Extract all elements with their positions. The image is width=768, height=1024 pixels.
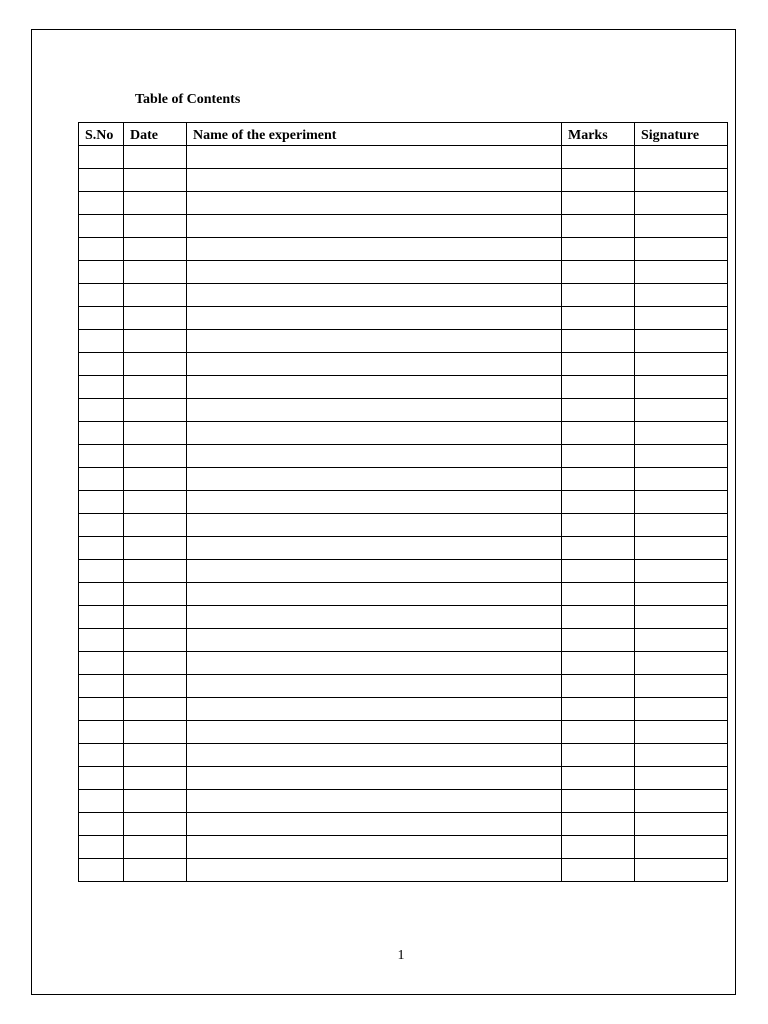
- header-sno: S.No: [79, 123, 124, 146]
- cell-marks: [562, 445, 635, 468]
- cell-marks: [562, 353, 635, 376]
- cell-date: [124, 606, 187, 629]
- cell-experiment-name: [187, 583, 562, 606]
- cell-sno: [79, 537, 124, 560]
- cell-experiment-name: [187, 284, 562, 307]
- cell-date: [124, 560, 187, 583]
- cell-experiment-name: [187, 376, 562, 399]
- table-row: [79, 560, 728, 583]
- cell-experiment-name: [187, 813, 562, 836]
- cell-date: [124, 675, 187, 698]
- cell-experiment-name: [187, 629, 562, 652]
- cell-signature: [635, 491, 728, 514]
- cell-sno: [79, 491, 124, 514]
- cell-date: [124, 537, 187, 560]
- table-row: [79, 836, 728, 859]
- cell-signature: [635, 468, 728, 491]
- cell-marks: [562, 146, 635, 169]
- table-row: [79, 652, 728, 675]
- table-row: [79, 721, 728, 744]
- table-row: [79, 468, 728, 491]
- cell-date: [124, 859, 187, 882]
- table-row: [79, 698, 728, 721]
- cell-date: [124, 238, 187, 261]
- cell-marks: [562, 606, 635, 629]
- cell-sno: [79, 399, 124, 422]
- cell-marks: [562, 238, 635, 261]
- cell-experiment-name: [187, 146, 562, 169]
- cell-date: [124, 698, 187, 721]
- cell-signature: [635, 238, 728, 261]
- table-header-row: [79, 123, 728, 146]
- table-row: [79, 813, 728, 836]
- cell-date: [124, 468, 187, 491]
- cell-signature: [635, 192, 728, 215]
- cell-signature: [635, 514, 728, 537]
- cell-date: [124, 790, 187, 813]
- cell-date: [124, 813, 187, 836]
- cell-experiment-name: [187, 721, 562, 744]
- cell-marks: [562, 537, 635, 560]
- cell-signature: [635, 859, 728, 882]
- cell-marks: [562, 560, 635, 583]
- cell-experiment-name: [187, 307, 562, 330]
- cell-date: [124, 767, 187, 790]
- cell-signature: [635, 422, 728, 445]
- cell-date: [124, 445, 187, 468]
- cell-signature: [635, 284, 728, 307]
- cell-experiment-name: [187, 399, 562, 422]
- table-row: [79, 238, 728, 261]
- header-signature: Signature: [635, 123, 728, 146]
- table-row: [79, 583, 728, 606]
- cell-sno: [79, 468, 124, 491]
- cell-marks: [562, 307, 635, 330]
- cell-marks: [562, 169, 635, 192]
- cell-marks: [562, 744, 635, 767]
- cell-experiment-name: [187, 560, 562, 583]
- cell-date: [124, 744, 187, 767]
- table-row: [79, 192, 728, 215]
- cell-signature: [635, 744, 728, 767]
- table-row: [79, 514, 728, 537]
- cell-signature: [635, 215, 728, 238]
- cell-marks: [562, 422, 635, 445]
- cell-experiment-name: [187, 468, 562, 491]
- table-row: [79, 215, 728, 238]
- cell-marks: [562, 284, 635, 307]
- table-row: [79, 169, 728, 192]
- table-row: [79, 445, 728, 468]
- table-row: [79, 767, 728, 790]
- cell-date: [124, 514, 187, 537]
- cell-experiment-name: [187, 514, 562, 537]
- cell-experiment-name: [187, 836, 562, 859]
- cell-marks: [562, 721, 635, 744]
- cell-experiment-name: [187, 445, 562, 468]
- cell-signature: [635, 307, 728, 330]
- table-row: [79, 146, 728, 169]
- cell-sno: [79, 560, 124, 583]
- cell-marks: [562, 629, 635, 652]
- cell-signature: [635, 560, 728, 583]
- cell-sno: [79, 652, 124, 675]
- table-row: [79, 790, 728, 813]
- cell-signature: [635, 261, 728, 284]
- cell-sno: [79, 192, 124, 215]
- cell-experiment-name: [187, 698, 562, 721]
- cell-sno: [79, 169, 124, 192]
- cell-sno: [79, 376, 124, 399]
- cell-sno: [79, 353, 124, 376]
- cell-date: [124, 215, 187, 238]
- table-row: [79, 675, 728, 698]
- cell-experiment-name: [187, 215, 562, 238]
- cell-sno: [79, 422, 124, 445]
- table-body: [79, 146, 728, 882]
- table-row: [79, 744, 728, 767]
- table-row: [79, 606, 728, 629]
- cell-experiment-name: [187, 261, 562, 284]
- cell-date: [124, 261, 187, 284]
- cell-experiment-name: [187, 744, 562, 767]
- cell-marks: [562, 767, 635, 790]
- cell-date: [124, 721, 187, 744]
- cell-experiment-name: [187, 859, 562, 882]
- cell-sno: [79, 307, 124, 330]
- cell-date: [124, 422, 187, 445]
- header-experiment-name: Name of the experiment: [187, 123, 562, 146]
- header-date: Date: [124, 123, 187, 146]
- cell-experiment-name: [187, 238, 562, 261]
- cell-date: [124, 376, 187, 399]
- cell-experiment-name: [187, 675, 562, 698]
- cell-date: [124, 353, 187, 376]
- table-row: [79, 284, 728, 307]
- table-row: [79, 629, 728, 652]
- cell-sno: [79, 629, 124, 652]
- cell-sno: [79, 675, 124, 698]
- cell-experiment-name: [187, 169, 562, 192]
- cell-marks: [562, 698, 635, 721]
- cell-date: [124, 836, 187, 859]
- cell-experiment-name: [187, 491, 562, 514]
- cell-sno: [79, 583, 124, 606]
- cell-experiment-name: [187, 652, 562, 675]
- cell-date: [124, 284, 187, 307]
- table-row: [79, 353, 728, 376]
- cell-signature: [635, 721, 728, 744]
- cell-sno: [79, 514, 124, 537]
- cell-signature: [635, 652, 728, 675]
- cell-marks: [562, 675, 635, 698]
- cell-signature: [635, 169, 728, 192]
- cell-signature: [635, 330, 728, 353]
- cell-marks: [562, 652, 635, 675]
- cell-sno: [79, 606, 124, 629]
- cell-sno: [79, 790, 124, 813]
- header-marks: Marks: [562, 123, 635, 146]
- cell-signature: [635, 146, 728, 169]
- cell-marks: [562, 192, 635, 215]
- cell-sno: [79, 261, 124, 284]
- cell-date: [124, 399, 187, 422]
- cell-experiment-name: [187, 790, 562, 813]
- table-row: [79, 399, 728, 422]
- cell-experiment-name: [187, 353, 562, 376]
- cell-signature: [635, 353, 728, 376]
- cell-signature: [635, 445, 728, 468]
- cell-marks: [562, 790, 635, 813]
- cell-signature: [635, 790, 728, 813]
- cell-marks: [562, 514, 635, 537]
- cell-sno: [79, 813, 124, 836]
- cell-marks: [562, 491, 635, 514]
- cell-signature: [635, 606, 728, 629]
- cell-signature: [635, 675, 728, 698]
- page-title: Table of Contents: [135, 92, 241, 107]
- cell-sno: [79, 284, 124, 307]
- cell-sno: [79, 330, 124, 353]
- cell-sno: [79, 767, 124, 790]
- cell-experiment-name: [187, 537, 562, 560]
- cell-signature: [635, 583, 728, 606]
- cell-sno: [79, 744, 124, 767]
- cell-marks: [562, 261, 635, 284]
- table-row: [79, 491, 728, 514]
- cell-marks: [562, 215, 635, 238]
- cell-sno: [79, 836, 124, 859]
- table-row: [79, 859, 728, 882]
- cell-date: [124, 330, 187, 353]
- cell-sno: [79, 698, 124, 721]
- cell-signature: [635, 836, 728, 859]
- cell-sno: [79, 215, 124, 238]
- cell-sno: [79, 445, 124, 468]
- cell-date: [124, 583, 187, 606]
- cell-date: [124, 629, 187, 652]
- cell-date: [124, 192, 187, 215]
- cell-date: [124, 146, 187, 169]
- cell-experiment-name: [187, 767, 562, 790]
- table-row: [79, 330, 728, 353]
- table-row: [79, 422, 728, 445]
- cell-date: [124, 652, 187, 675]
- cell-sno: [79, 238, 124, 261]
- cell-signature: [635, 537, 728, 560]
- cell-date: [124, 307, 187, 330]
- cell-marks: [562, 330, 635, 353]
- cell-experiment-name: [187, 422, 562, 445]
- cell-sno: [79, 721, 124, 744]
- cell-marks: [562, 859, 635, 882]
- toc-table: [78, 122, 728, 882]
- cell-experiment-name: [187, 606, 562, 629]
- cell-signature: [635, 698, 728, 721]
- cell-signature: [635, 813, 728, 836]
- table-row: [79, 376, 728, 399]
- cell-date: [124, 491, 187, 514]
- cell-sno: [79, 146, 124, 169]
- table-row: [79, 537, 728, 560]
- cell-experiment-name: [187, 330, 562, 353]
- cell-experiment-name: [187, 192, 562, 215]
- cell-marks: [562, 376, 635, 399]
- table-row: [79, 307, 728, 330]
- cell-sno: [79, 859, 124, 882]
- cell-marks: [562, 399, 635, 422]
- cell-signature: [635, 629, 728, 652]
- cell-signature: [635, 399, 728, 422]
- cell-marks: [562, 836, 635, 859]
- cell-marks: [562, 813, 635, 836]
- page-number: 1: [397, 948, 405, 963]
- cell-marks: [562, 583, 635, 606]
- cell-date: [124, 169, 187, 192]
- cell-signature: [635, 767, 728, 790]
- table-row: [79, 261, 728, 284]
- cell-signature: [635, 376, 728, 399]
- cell-marks: [562, 468, 635, 491]
